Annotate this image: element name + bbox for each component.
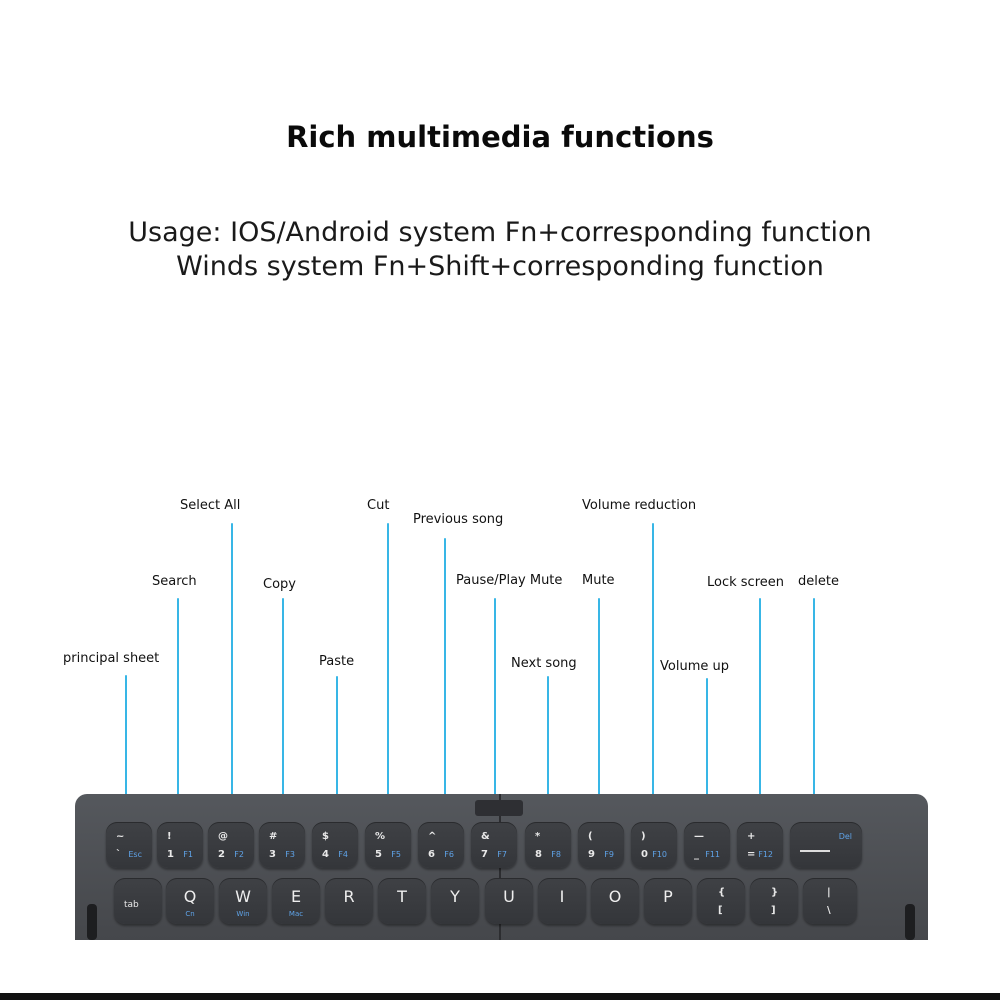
leader-line-volume-reduction bbox=[652, 523, 654, 807]
callout-mute: Mute bbox=[582, 573, 615, 588]
callout-volume-up: Volume up bbox=[660, 659, 729, 674]
key-backslash[interactable]: | \ bbox=[803, 878, 857, 924]
usage-line-2: Winds system Fn+Shift+corresponding function bbox=[176, 251, 824, 282]
key-y[interactable]: Y bbox=[431, 878, 479, 924]
callout-cut: Cut bbox=[367, 498, 390, 513]
key-delete[interactable]: Del bbox=[790, 822, 862, 868]
key-r[interactable]: R bbox=[325, 878, 373, 924]
key-8[interactable]: * 8 F8 bbox=[525, 822, 571, 868]
usage-text bbox=[0, 216, 1000, 284]
leader-line-mute bbox=[598, 598, 600, 807]
leader-line-lock-screen bbox=[759, 598, 761, 807]
key-3[interactable]: # 3 F3 bbox=[259, 822, 305, 868]
key-e[interactable]: E Mac bbox=[272, 878, 320, 924]
key-u[interactable]: U bbox=[485, 878, 533, 924]
key-tab[interactable]: tab bbox=[114, 878, 162, 924]
key-0[interactable]: ) 0 F10 bbox=[631, 822, 677, 868]
key-backtick[interactable]: ~ ` Esc bbox=[106, 822, 152, 868]
callout-delete: delete bbox=[798, 574, 839, 589]
leader-line-select-all bbox=[231, 523, 233, 807]
key-q[interactable]: Q Cn bbox=[166, 878, 214, 924]
key-minus[interactable]: — _ F11 bbox=[684, 822, 730, 868]
usage-line-1: Usage: IOS/Android system Fn+corresponding function bbox=[128, 217, 872, 248]
callout-select-all: Select All bbox=[180, 498, 241, 513]
callout-copy: Copy bbox=[263, 577, 296, 592]
leader-line-delete bbox=[813, 598, 815, 807]
callout-principal-sheet: principal sheet bbox=[63, 651, 160, 666]
key-7[interactable]: & 7 F7 bbox=[471, 822, 517, 868]
foldable-keyboard bbox=[75, 794, 928, 940]
leader-line-next-song bbox=[547, 676, 549, 807]
key-left-bracket[interactable]: { [ bbox=[697, 878, 745, 924]
left-stand-slot bbox=[87, 904, 97, 940]
right-stand-slot bbox=[905, 904, 915, 940]
key-9[interactable]: ( 9 F9 bbox=[578, 822, 624, 868]
key-w[interactable]: W Win bbox=[219, 878, 267, 924]
key-5[interactable]: % 5 F5 bbox=[365, 822, 411, 868]
key-6[interactable]: ^ 6 F6 bbox=[418, 822, 464, 868]
leader-line-search bbox=[177, 598, 179, 807]
leader-line-paste bbox=[336, 676, 338, 807]
callout-paste: Paste bbox=[319, 654, 355, 669]
key-equals[interactable]: + = F12 bbox=[737, 822, 783, 868]
page-title: Rich multimedia functions bbox=[286, 120, 714, 154]
key-1[interactable]: ! 1 F1 bbox=[157, 822, 203, 868]
bottom-border bbox=[0, 993, 1000, 1000]
key-t[interactable]: T bbox=[378, 878, 426, 924]
callout-previous-song: Previous song bbox=[413, 512, 504, 527]
backspace-arrow-icon bbox=[800, 850, 830, 852]
callout-volume-reduction: Volume reduction bbox=[582, 498, 697, 513]
key-p[interactable]: P bbox=[644, 878, 692, 924]
leader-line-principal-sheet bbox=[125, 675, 127, 807]
key-right-bracket[interactable]: } ] bbox=[750, 878, 798, 924]
leader-line-copy bbox=[282, 598, 284, 807]
key-4[interactable]: $ 4 F4 bbox=[312, 822, 358, 868]
leader-line-pause-play bbox=[494, 598, 496, 807]
hinge-latch bbox=[475, 800, 523, 816]
callout-search: Search bbox=[152, 574, 197, 589]
leader-line-cut bbox=[387, 523, 389, 807]
leader-line-previous-song bbox=[444, 538, 446, 807]
key-o[interactable]: O bbox=[591, 878, 639, 924]
callout-pause-play-mute: Pause/Play Mute bbox=[456, 573, 563, 588]
key-2[interactable]: @ 2 F2 bbox=[208, 822, 254, 868]
callout-lock-screen: Lock screen bbox=[707, 575, 784, 590]
leader-line-volume-up bbox=[706, 678, 708, 807]
key-i[interactable]: I bbox=[538, 878, 586, 924]
callout-next-song: Next song bbox=[511, 656, 577, 671]
